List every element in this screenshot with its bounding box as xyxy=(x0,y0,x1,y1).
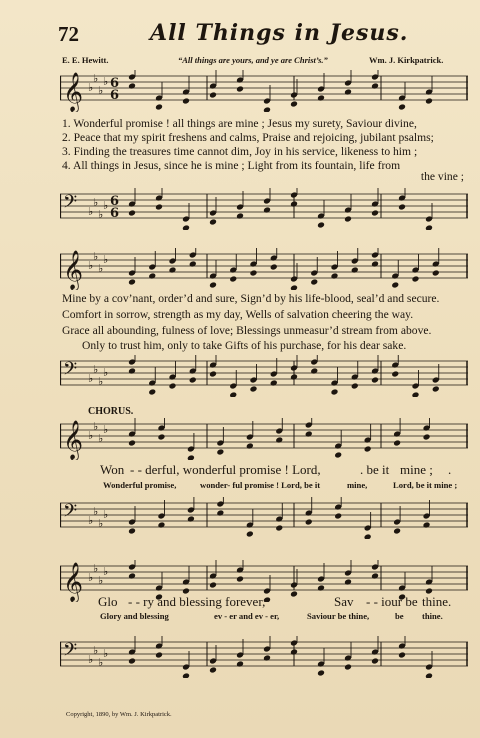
note-head xyxy=(157,434,165,441)
flat-sign-icon: ♭ xyxy=(88,653,94,666)
note-head xyxy=(398,652,406,659)
note-head xyxy=(209,219,217,226)
note-head xyxy=(128,279,136,286)
chorus-lyric: Sav xyxy=(334,594,354,609)
flat-sign-icon: ♭ xyxy=(88,571,94,584)
chorus-lyric: mine ; xyxy=(400,462,433,477)
note-head xyxy=(371,83,379,90)
note-head xyxy=(398,104,406,111)
note-head xyxy=(351,267,359,274)
flat-sign-icon: ♭ xyxy=(88,429,94,442)
flat-sign-icon: ♭ xyxy=(103,508,109,521)
note-head xyxy=(412,276,420,283)
chorus-lyric: - - ry and blessing forever, xyxy=(128,594,266,609)
flat-sign-icon: ♭ xyxy=(88,81,94,94)
note-head xyxy=(317,585,325,592)
note-head xyxy=(270,264,278,271)
note-head xyxy=(209,371,217,378)
note-head xyxy=(263,655,271,662)
note-head xyxy=(371,210,379,217)
bass-staff-4 xyxy=(60,636,468,678)
note-head xyxy=(432,386,440,393)
note-head xyxy=(344,579,352,586)
flat-sign-icon: ♭ xyxy=(103,423,109,436)
flat-sign-icon: ♭ xyxy=(98,262,104,275)
scripture-epigraph: “All things are yours, and ye are Christ’s.” xyxy=(178,55,328,65)
note-head xyxy=(128,83,136,90)
note-head xyxy=(290,201,298,208)
treble-staff-2 xyxy=(60,248,468,290)
chorus-lyric-lower: thine. xyxy=(422,611,443,621)
bass-clef-icon: 𝄢 xyxy=(63,640,78,665)
chorus-lyric: - - derful, wonderful promise ! Lord, xyxy=(130,462,321,477)
note-head xyxy=(351,383,359,390)
note-head xyxy=(432,270,440,277)
note-head xyxy=(423,522,431,529)
chorus-lyric: Glo xyxy=(98,594,118,609)
hymn-title: All Things in Jesus. xyxy=(150,20,409,46)
flat-sign-icon: ♭ xyxy=(93,644,99,657)
note-head xyxy=(128,368,136,375)
flat-sign-icon: ♭ xyxy=(103,75,109,88)
note-head xyxy=(290,101,298,108)
note-head xyxy=(371,261,379,268)
chorus-lyric-lower: be xyxy=(395,611,404,621)
note-head xyxy=(250,270,258,277)
treble-clef-icon: 𝄞 xyxy=(63,420,84,460)
note-head xyxy=(425,225,433,230)
note-head xyxy=(331,389,339,396)
note-head xyxy=(290,591,298,598)
chorus-lyric-lower: mine, xyxy=(347,480,368,490)
note-head xyxy=(334,513,342,520)
note-head xyxy=(305,519,313,526)
note-head xyxy=(216,449,224,456)
note-head xyxy=(128,528,136,535)
verse-4-continuation: the vine ; xyxy=(420,170,464,183)
note-head xyxy=(209,667,217,674)
note-head xyxy=(189,261,197,268)
note-head xyxy=(187,455,195,460)
copyright-notice: Copyright, 1890, by Wm. J. Kirkpatrick. xyxy=(66,711,172,718)
chorus-lyric: - - iour be xyxy=(366,594,418,609)
note-head xyxy=(209,92,217,99)
note-head xyxy=(270,380,278,387)
flat-sign-icon: ♭ xyxy=(88,514,94,527)
note-head xyxy=(317,670,325,677)
note-head xyxy=(412,392,420,397)
bass-staff-1 xyxy=(60,188,468,230)
chorus-lyric-lower: Glory and blessing xyxy=(100,611,169,621)
verse-1-line: 1. Wonderful promise ! all things are mine ; Jesus my surety, Saviour divine, xyxy=(62,117,417,130)
note-head xyxy=(169,267,177,274)
note-head xyxy=(398,204,406,211)
author-credit: E. E. Hewitt. xyxy=(62,55,109,65)
note-head xyxy=(128,658,136,665)
flat-sign-icon: ♭ xyxy=(93,562,99,575)
verse-4-line: 4. All things in Jesus, since he is mine ; Light from its fountain, life from xyxy=(62,159,401,172)
note-head xyxy=(371,658,379,665)
chorus-lyric: . xyxy=(448,462,452,477)
note-head xyxy=(290,374,298,381)
note-head xyxy=(246,443,254,450)
svg-text:6: 6 xyxy=(110,88,120,103)
bass-clef-icon: 𝄢 xyxy=(63,501,78,526)
bass-clef-icon: 𝄢 xyxy=(63,192,78,217)
flat-sign-icon: ♭ xyxy=(103,647,109,660)
note-head xyxy=(216,510,224,517)
note-head xyxy=(246,531,254,538)
flat-sign-icon: ♭ xyxy=(98,432,104,445)
flat-sign-icon: ♭ xyxy=(93,250,99,263)
note-head xyxy=(250,386,258,393)
flat-sign-icon: ♭ xyxy=(98,208,104,221)
treble-clef-icon: 𝄞 xyxy=(63,250,84,290)
flat-sign-icon: ♭ xyxy=(88,259,94,272)
note-head xyxy=(290,649,298,656)
bass-staff-2 xyxy=(60,355,468,397)
note-head xyxy=(275,437,283,444)
verse-3-line: 3. Finding the treasures time cannot dim, Joy in his service, likeness to him ; xyxy=(62,145,418,158)
note-head xyxy=(310,279,318,286)
treble-clef-icon: 𝄞 xyxy=(63,72,84,112)
chorus-lyric: thine. xyxy=(422,594,452,609)
note-head xyxy=(393,528,401,535)
flat-sign-icon: ♭ xyxy=(103,366,109,379)
page-number: 72 xyxy=(58,22,79,46)
treble-clef-icon: 𝄞 xyxy=(63,562,84,602)
note-head xyxy=(290,285,298,290)
staff-lines-svg xyxy=(60,70,468,112)
note-head xyxy=(391,282,399,289)
note-head xyxy=(263,107,271,112)
note-head xyxy=(344,89,352,96)
note-head xyxy=(187,516,195,523)
note-head xyxy=(189,377,197,384)
note-head xyxy=(393,440,401,447)
note-head xyxy=(169,383,177,390)
note-head xyxy=(310,368,318,375)
svg-text:6: 6 xyxy=(110,206,120,221)
note-head xyxy=(305,431,313,438)
note-head xyxy=(331,273,339,280)
note-head xyxy=(182,98,190,105)
note-head xyxy=(425,98,433,105)
note-head xyxy=(148,389,156,396)
verse-1-line-2: Mine by a cov’nant, order’d and sure, Sign’d by his life-blood, seal’d and secure. xyxy=(62,292,440,305)
note-head xyxy=(317,95,325,102)
note-head xyxy=(371,377,379,384)
note-head xyxy=(263,207,271,214)
note-head xyxy=(128,573,136,580)
note-head xyxy=(317,222,325,229)
flat-sign-icon: ♭ xyxy=(93,363,99,376)
treble-staff-3 xyxy=(60,418,468,460)
chorus-lyric: Won xyxy=(100,462,125,477)
flat-sign-icon: ♭ xyxy=(98,375,104,388)
svg-text:6: 6 xyxy=(110,194,120,209)
chorus-label: CHORUS. xyxy=(88,406,134,417)
chorus-lyric-lower: Saviour be thine, xyxy=(307,611,370,621)
note-head xyxy=(275,525,283,532)
note-head xyxy=(229,276,237,283)
flat-sign-icon: ♭ xyxy=(98,656,104,669)
note-head xyxy=(155,204,163,211)
verse-2-line-2: Comfort in sorrow, strength as my day, Wells of salvation cheering the way. xyxy=(62,308,414,321)
note-head xyxy=(182,673,190,678)
flat-sign-icon: ♭ xyxy=(98,84,104,97)
svg-text:6: 6 xyxy=(110,76,120,91)
note-head xyxy=(364,534,372,539)
flat-sign-icon: ♭ xyxy=(103,565,109,578)
bass-staff-3 xyxy=(60,497,468,539)
note-head xyxy=(155,652,163,659)
chorus-lyric-lower: ev - er and ev - er, xyxy=(214,611,280,621)
note-head xyxy=(391,371,399,378)
note-head xyxy=(209,282,217,289)
verse-2-line: 2. Peace that my spirit freshens and calms, Praise and rejoicing, jubilant psalms; xyxy=(62,131,434,144)
note-head xyxy=(236,576,244,583)
verse-3-line-2: Grace all abounding, fulness of love; Blessings unmeasur’d stream from above. xyxy=(62,324,432,337)
flat-sign-icon: ♭ xyxy=(88,205,94,218)
note-head xyxy=(423,434,431,441)
note-head xyxy=(344,216,352,223)
flat-sign-icon: ♭ xyxy=(103,253,109,266)
chorus-lyric-lower: Wonderful promise, xyxy=(103,480,177,490)
flat-sign-icon: ♭ xyxy=(93,505,99,518)
note-head xyxy=(371,573,379,580)
chorus-lyric-lower: Lord, be it mine ; xyxy=(393,480,458,490)
flat-sign-icon: ♭ xyxy=(93,72,99,85)
flat-sign-icon: ♭ xyxy=(98,574,104,587)
note-head xyxy=(155,104,163,111)
flat-sign-icon: ♭ xyxy=(93,196,99,209)
note-head xyxy=(364,446,372,453)
note-head xyxy=(344,664,352,671)
note-head xyxy=(128,440,136,447)
chorus-lyric: . be it xyxy=(360,462,390,477)
note-head xyxy=(157,522,165,529)
note-head xyxy=(334,452,342,459)
note-head xyxy=(236,86,244,93)
chorus-lyric-lower: wonder- ful promise ! Lord, be it xyxy=(200,480,321,490)
flat-sign-icon: ♭ xyxy=(98,517,104,530)
note-head xyxy=(425,673,433,678)
treble-staff-1 xyxy=(60,70,468,112)
composer-credit: Wm. J. Kirkpatrick. xyxy=(369,55,444,65)
flat-sign-icon: ♭ xyxy=(93,420,99,433)
verse-4-line-2: Only to trust him, only to take Gifts of his purchase, for his dear sake. xyxy=(82,339,407,352)
note-head xyxy=(236,661,244,668)
bass-clef-icon: 𝄢 xyxy=(63,359,78,384)
note-head xyxy=(209,582,217,589)
flat-sign-icon: ♭ xyxy=(88,372,94,385)
flat-sign-icon: ♭ xyxy=(103,199,109,212)
note-head xyxy=(182,225,190,230)
note-head xyxy=(236,213,244,220)
note-head xyxy=(229,392,237,397)
note-head xyxy=(148,273,156,280)
note-head xyxy=(128,210,136,217)
